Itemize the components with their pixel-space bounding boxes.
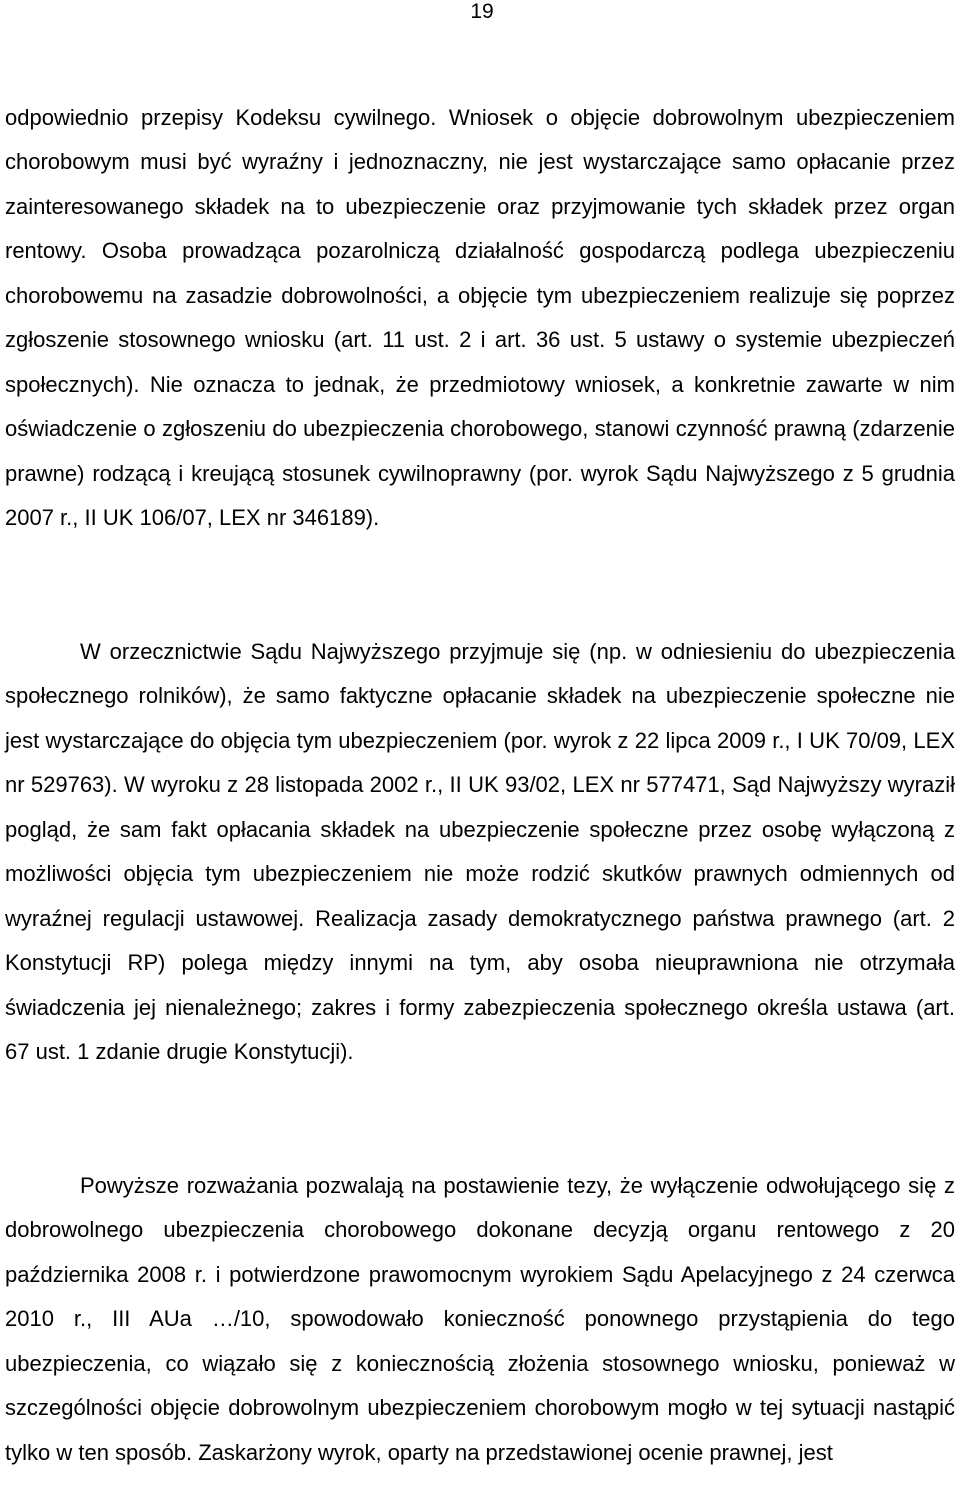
- paragraph-1: odpowiednio przepisy Kodeksu cywilnego. Wniosek o objęcie dobrowolnym ubezpieczeniem chorobowym musi być wyraźny i jednoznaczny, nie jest wystarczające samo opłacanie przez zainteresowanego składek na to ubezpieczenie oraz przyjmowanie tych składek przez organ rentowy. Osoba prowadząca pozarolniczą działalność gospodarczą podlega ubezpieczeniu chorobowemu na zasadzie dobrowolności, a objęcie tym ubezpieczeniem realizuje się poprzez zgłoszenie stosownego wniosku (art. 11 ust. 2 i art. 36 ust. 5 ustawy o systemie ubezpieczeń społecznych). Nie oznacza to jednak, że przedmiotowy wniosek, a konkretnie zawarte w nim oświadczenie o zgłoszeniu do ubezpieczenia chorobowego, stanowi czynność prawną (zdarzenie prawne) rodzącą i kreującą stosunek cywilnoprawny (por. wyrok Sądu Najwyższego z 5 grudnia 2007 r., II UK 106/07, LEX nr 346189).: [5, 105, 955, 531]
- paragraph-3: Powyższe rozważania pozwalają na postawienie tezy, że wyłączenie odwołującego się z dobrowolnego ubezpieczenia chorobowego dokonane decyzją organu rentowego z 20 października 2008 r. i potwierdzone prawomocnym wyrokiem Sądu Apelacyjnego z 24 czerwca 2010 r., III AUa …/10, spowodowało konieczność ponownego przystąpienia do tego ubezpieczenia, co wiązało się z koniecznością złożenia stosownego wniosku, ponieważ w szczególności objęcie dobrowolnym ubezpieczeniem chorobowym mogło w tej sytuacji nastąpić tylko w ten sposób. Zaskarżony wyrok, oparty na przedstawionej ocenie prawnej, jest: [5, 1173, 955, 1465]
- paragraph-2: W orzecznictwie Sądu Najwyższego przyjmuje się (np. w odniesieniu do ubezpieczenia społecznego rolników), że samo faktyczne opłacanie składek na ubezpieczenie społeczne nie jest wystarczające do objęcia tym ubezpieczeniem (por. wyrok z 22 lipca 2009 r., I UK 70/09, LEX nr 529763). W wyroku z 28 listopada 2002 r., II UK 93/02, LEX nr 577471, Sąd Najwyższy wyraził pogląd, że sam fakt opłacania składek na ubezpieczenie społeczne przez osobę wyłączoną z możliwości objęcia tym ubezpieczeniem nie może rodzić skutków prawnych odmiennych od wyraźnej regulacji ustawowej. Realizacja zasady demokratycznego państwa prawnego (art. 2 Konstytucji RP) polega między innymi na tym, aby osoba nieuprawniona nie otrzymała świadczenia jej nienależnego; zakres i formy zabezpieczenia społecznego określa ustawa (art. 67 ust. 1 zdanie drugie Konstytucji).: [5, 639, 955, 1065]
- page-number: 19: [470, 0, 494, 23]
